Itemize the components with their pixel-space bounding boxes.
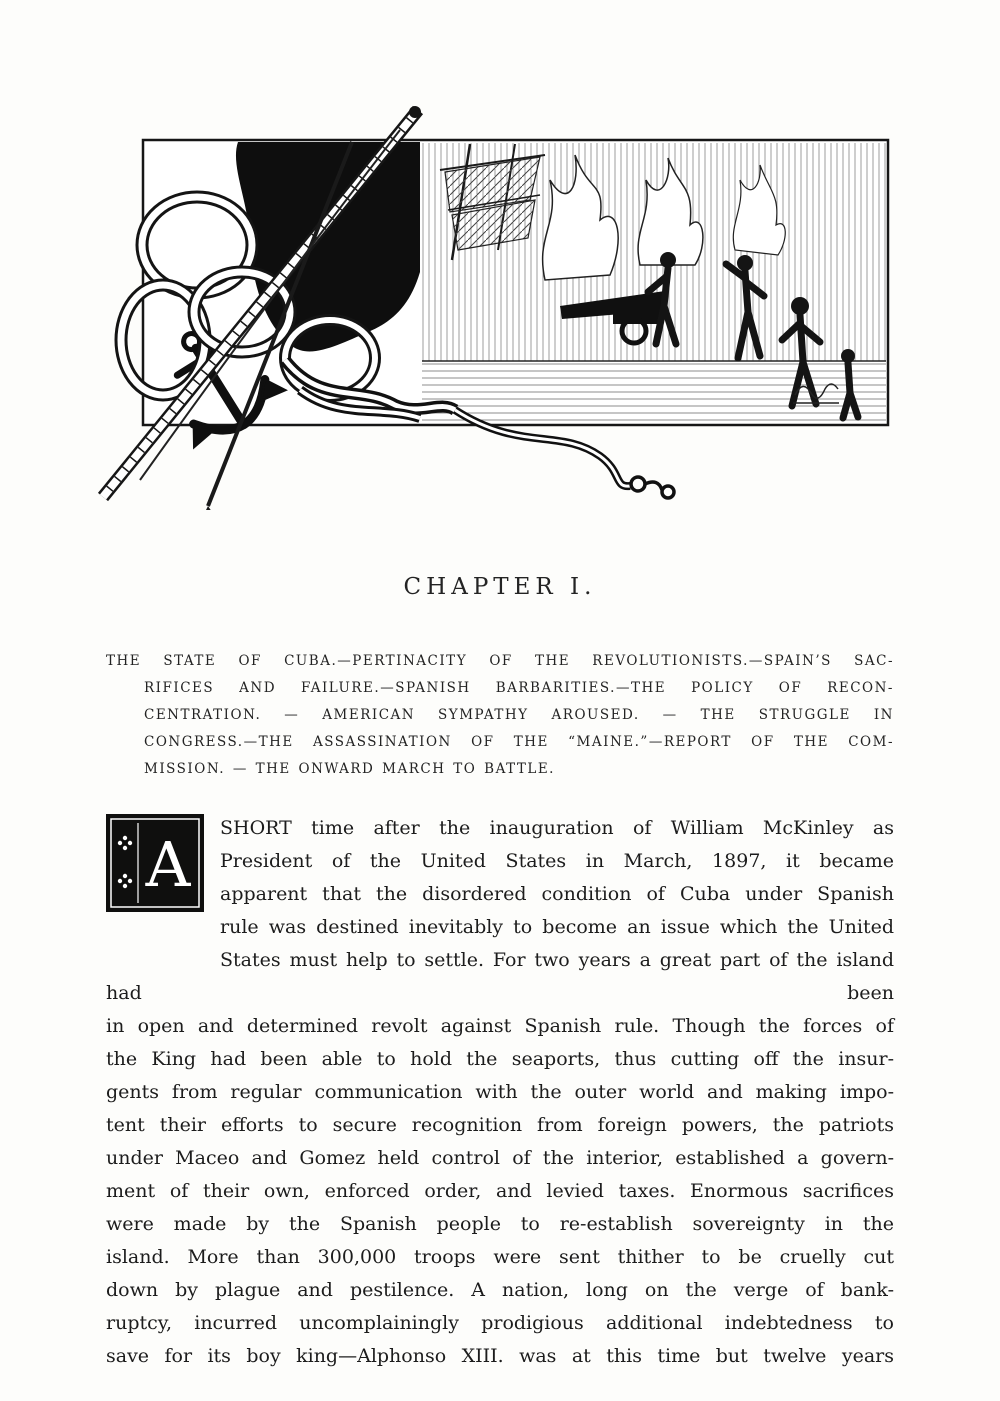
body-text-line: the King had been able to hold the seaports, thus cutting off the insur- (106, 1048, 894, 1070)
summary-line: RIFICES AND FAILURE.—SPANISH BARBARITIES.—THE POLICY OF RECON- (144, 680, 894, 696)
summary-line: CONGRESS.—THE ASSASSINATION OF THE “MAINE.”—REPORT OF THE COM- (144, 734, 894, 750)
chapter-head-engraving (0, 60, 1000, 510)
summary-line: THE STATE OF CUBA.—PERTINACITY OF THE REVOLUTIONISTS.—SPAIN’S SAC- (106, 653, 894, 669)
body-text-line: down by plague and pestilence. A nation, long on the verge of bank- (106, 1279, 894, 1301)
body-text-line: tent their efforts to secure recognition from foreign powers, the patriots (106, 1114, 894, 1136)
body-text-line: President of the United States in March, 1897, it became (220, 850, 894, 872)
body-text-line: save for its boy king—Alphonso XIII. was at this time but twelve years (106, 1345, 894, 1367)
drop-cap-letter: A (145, 828, 191, 901)
body-text-line: under Maceo and Gomez held control of the interior, established a govern- (106, 1147, 894, 1169)
body-text-line: in open and determined revolt against Spanish rule. Though the forces of (106, 1015, 894, 1037)
drop-cap-initial (106, 814, 206, 946)
body-text-line: apparent that the disordered condition of Cuba under Spanish (220, 883, 894, 905)
battle-scene (422, 143, 886, 423)
body-text-line: rule was destined inevitably to become an issue which the United (220, 916, 894, 938)
body-text-line: gents from regular communication with the outer world and making impo- (106, 1081, 894, 1103)
summary-line: MISSION. — THE ONWARD MARCH TO BATTLE. (144, 761, 555, 777)
body-text-line: States must help to settle. For two years a great part of the island had been (106, 949, 894, 1004)
summary-line: CENTRATION. — AMERICAN SYMPATHY AROUSED. — THE STRUGGLE IN (144, 707, 894, 723)
drop-cap-ornament (106, 814, 204, 912)
engraving-image (0, 60, 1000, 510)
body-text (106, 812, 894, 1373)
body-text-line: ruptcy, incurred uncomplainingly prodigious additional indebtedness to (106, 1312, 894, 1334)
body-text-line: SHORT time after the inauguration of William McKinley as (220, 817, 894, 839)
body-text-line: island. More than 300,000 troops were sent thither to be cruelly cut (106, 1246, 894, 1268)
body-text-line: ment of their own, enforced order, and levied taxes. Enormous sacrifices (106, 1180, 894, 1202)
body-text-line: were made by the Spanish people to re-establish sovereignty in the (106, 1213, 894, 1235)
chapter-summary (106, 648, 894, 783)
chapter-heading: CHAPTER I. (403, 574, 597, 600)
